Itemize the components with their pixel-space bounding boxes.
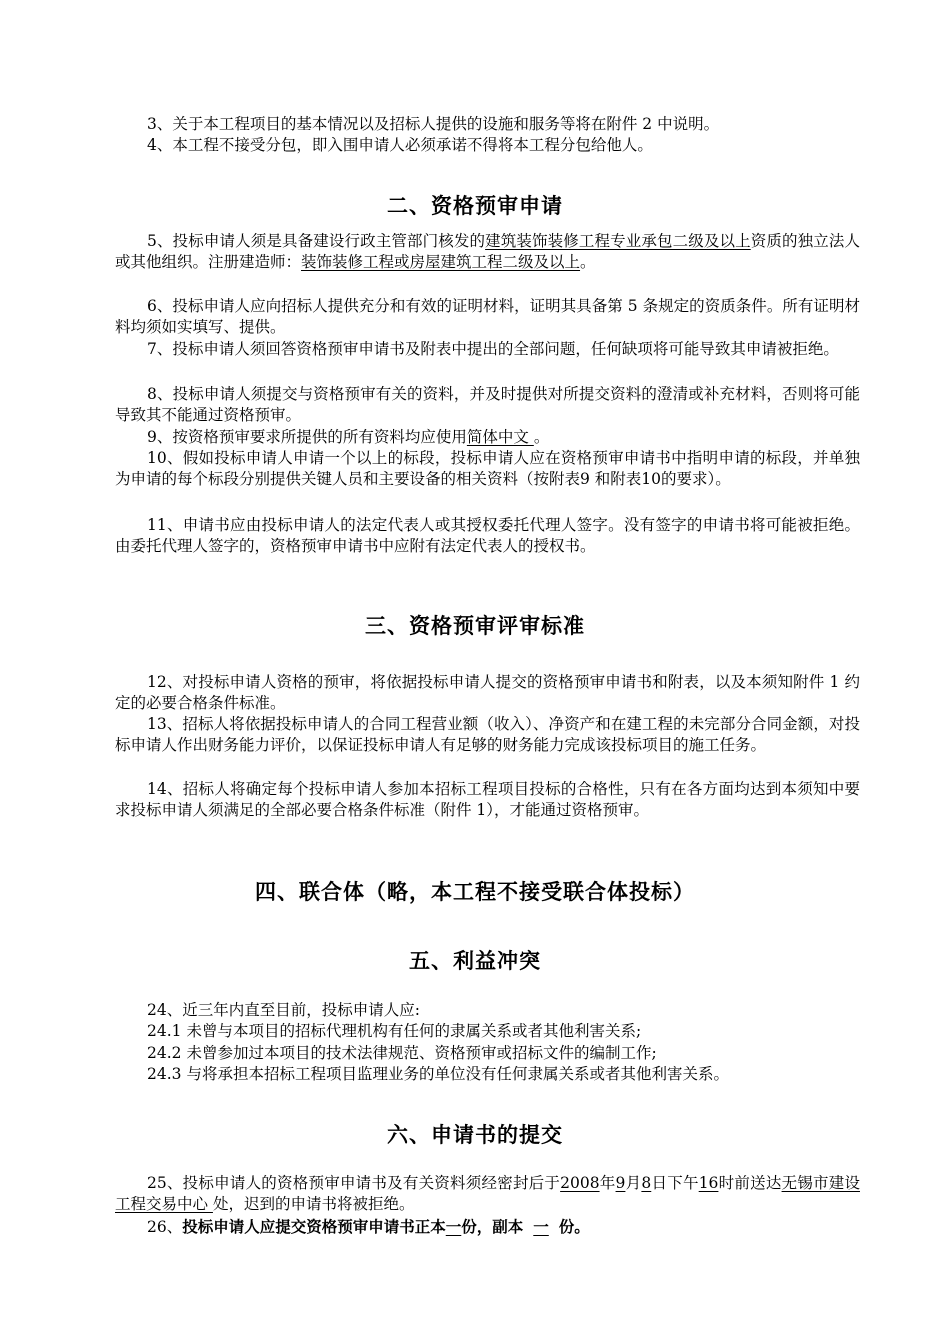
duplicate-copies-count-wrap [523, 1218, 559, 1236]
qualification-requirement: 建筑装饰装修工程专业承包二级及以上 [485, 232, 751, 250]
month-unit: 月 [625, 1174, 642, 1192]
section-heading-4: 四、联合体（略，本工程不接受联合体投标） [255, 880, 695, 904]
clause-26 [115, 1217, 860, 1238]
clause-26-text-b: 投标申请人应提交资格预审申请书正本 [182, 1218, 446, 1236]
section-heading-3: 三、资格预审评审标准 [365, 614, 585, 638]
clause-6: 6、投标申请人应向招标人提供充分和有效的证明材料，证明其具备第 5 条规定的资质条件。所有证明材料均须如实填写、提供。 [115, 297, 860, 336]
clause-9 [115, 427, 860, 448]
section-heading-5: 五、利益冲突 [409, 949, 541, 973]
year-unit: 年 [599, 1174, 616, 1192]
clause-24-3: 24.3 与将承担本招标工程项目监理业务的单位没有任何隶属关系或者其他利害关系。 [147, 1065, 729, 1083]
clause-26-number: 26、 [147, 1218, 183, 1236]
clause-5-text-a: 5、投标申请人须是具备建设行政主管部门核发的 [147, 232, 486, 250]
duplicate-copies-count: 一 [533, 1218, 549, 1236]
deadline-month: 9 [615, 1174, 626, 1192]
clause-4: 4、本工程不接受分包，即入围申请人必须承诺不得将本工程分包给他人。 [147, 136, 653, 154]
language-requirement: 简体中文 [466, 428, 534, 446]
clause-24-1: 24.1 未曾与本项目的招标代理机构有任何的隶属关系或者其他利害关系; [147, 1022, 642, 1040]
day-unit: 日下午 [651, 1174, 699, 1192]
clause-11: 11、申请书应由投标申请人的法定代表人或其授权委托代理人签字。没有签字的申请书将可能被拒绝。由委托代理人签字的，资格预审申请书中应附有法定代表人的授权书。 [115, 516, 860, 555]
clause-5 [115, 231, 860, 273]
clause-25-text-e: 时前送达 [718, 1174, 782, 1192]
clause-10: 10、假如投标申请人申请一个以上的标段，投标申请人应在资格预审申请书中指明申请的标段，并单独为申请的每个标段分别提供关键人员和主要设备的相关资料（按附表9 和附表10的要求）。 [115, 449, 860, 488]
submission-place: 无锡市建设工程交易中心 [115, 1174, 860, 1213]
builder-requirement: 装饰装修工程或房屋建筑工程二级及以上 [301, 253, 581, 271]
clause-24-2: 24.2 未曾参加过本项目的技术法律规范、资格预审或招标文件的编制工作; [147, 1044, 657, 1062]
clause-25-text-a: 25、投标申请人的资格预审申请书及有关资料须经密封后于 [147, 1174, 561, 1192]
clause-25-text-f: 处，迟到的申请书将被拒绝。 [212, 1195, 415, 1213]
clause-12: 12、对投标申请人资格的预审，将依据投标申请人提交的资格预审申请书和附表，以及本须知附件 1 约定的必要合格条件标准。 [115, 673, 860, 712]
clause-5-text-c: 。 [580, 253, 596, 271]
clause-13: 13、招标人将依据投标申请人的合同工程营业额（收入）、净资产和在建工程的未完部分合同金额，对投标申请人作出财务能力评价，以保证投标申请人有足够的财务能力完成该投标项目的施工任务。 [115, 715, 860, 754]
clause-14: 14、招标人将确定每个投标申请人参加本招标工程项目投标的合格性，只有在各方面均达到本须知中要求投标申请人须满足的全部必要合格条件标准（附件 1），才能通过资格预审。 [115, 780, 860, 819]
clause-7: 7、投标申请人须回答资格预审申请书及附表中提出的全部问题，任何缺项将可能导致其申请被拒绝。 [147, 340, 839, 358]
section-heading-6: 六、申请书的提交 [387, 1123, 563, 1147]
clause-26-text-d: 份，副本 [461, 1218, 524, 1236]
clause-26-text-f: 份。 [558, 1218, 590, 1236]
clause-9-text-b: 。 [533, 428, 550, 446]
clause-8: 8、投标申请人须提交与资格预审有关的资料，并及时提供对所提交资料的澄清或补充材料，否则将可能导致其不能通过资格预审。 [115, 385, 860, 424]
section-heading-2: 二、资格预审申请 [387, 194, 563, 218]
clause-24: 24、近三年内直至目前，投标申请人应: [147, 1001, 420, 1019]
clause-9-text-a: 9、按资格预审要求所提供的所有资料均应使用 [147, 428, 467, 446]
deadline-hour: 16 [698, 1174, 719, 1192]
deadline-year: 2008 [560, 1174, 600, 1192]
clause-25 [115, 1173, 860, 1215]
clause-3: 3、关于本工程项目的基本情况以及招标人提供的设施和服务等将在附件 2 中说明。 [147, 115, 720, 133]
deadline-day: 8 [641, 1174, 652, 1192]
original-copies-count: 一 [445, 1218, 462, 1236]
clause-5-text-b: 资质的独立法人或其他组织。注册建造师： [115, 232, 860, 271]
